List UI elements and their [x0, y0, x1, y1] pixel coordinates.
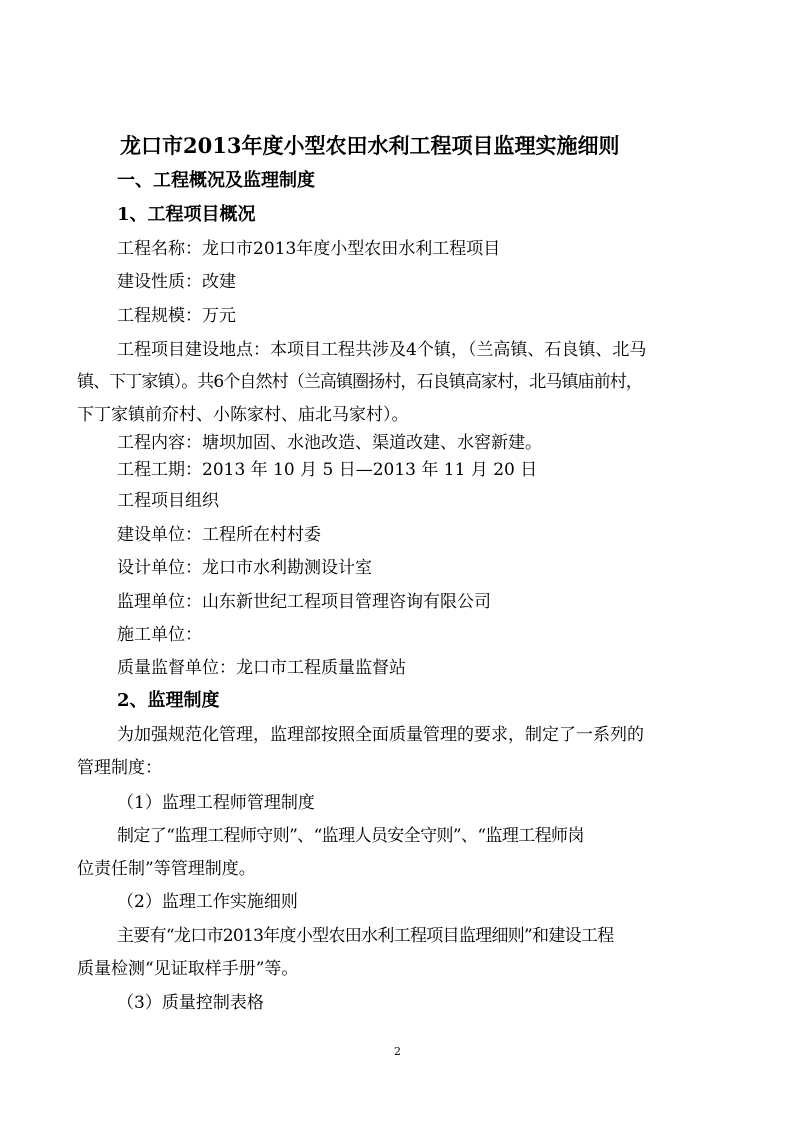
project-location-line-2: 镇、下丁家镇）。共6个自然村（兰高镇圈扬村，石良镇高家村，北马镇庙前村， — [77, 372, 642, 392]
project-location-line-1: 工程项目建设地点：本项目工程共涉及4个镇，（兰高镇、石良镇、北马 — [117, 340, 647, 360]
item-1-heading: （1）监理工程师管理制度 — [117, 793, 315, 813]
quality-supervision-unit-line: 质量监督单位：龙口市工程质量监督站 — [117, 658, 406, 678]
item-2-text-line-2: 质量检测“见证取样手册”等。 — [77, 959, 299, 979]
design-unit-line: 设计单位：龙口市水利勘测设计室 — [117, 558, 372, 578]
item-1-text-line-1: 制定了“监理工程师守则”、“监理人员安全守则”、“监理工程师岗 — [117, 826, 584, 846]
project-organization-line: 工程项目组织 — [117, 491, 219, 511]
contractor-unit-line: 施工单位： — [117, 625, 202, 645]
project-period-line: 工程工期：2013 年 10 月 5 日—2013 年 11 月 20 日 — [117, 460, 538, 480]
subsection-heading-project-overview: 1、工程项目概况 — [117, 204, 256, 225]
project-content-line: 工程内容：塘坝加固、水池改造、渠道改建、水窖新建。 — [117, 433, 542, 453]
supervision-unit-line: 监理单位：山东新世纪工程项目管理咨询有限公司 — [117, 592, 491, 612]
document-title: 龙口市2013年度小型农田水利工程项目监理实施细则 — [120, 133, 620, 158]
supervision-intro-line-1: 为加强规范化管理，监理部按照全面质量管理的要求，制定了一系列的 — [117, 725, 644, 745]
item-2-text-line-1: 主要有“龙口市2013年度小型农田水利工程项目监理细则”和建设工程 — [117, 926, 614, 946]
subsection-heading-supervision-system: 2、监理制度 — [117, 690, 220, 711]
page-number: 2 — [394, 1045, 401, 1058]
project-scale-line: 工程规模：万元 — [117, 306, 236, 326]
item-3-heading: （3）质量控制表格 — [117, 993, 264, 1013]
item-2-heading: （2）监理工作实施细则 — [117, 892, 298, 912]
supervision-intro-line-2: 管理制度： — [77, 758, 162, 778]
construction-nature-line: 建设性质：改建 — [117, 272, 236, 292]
item-1-text-line-2: 位责任制”等管理制度。 — [77, 859, 256, 879]
project-location-line-3: 下丁家镇前夼村、小陈家村、庙北马家村）。 — [77, 405, 409, 425]
project-name-line: 工程名称：龙口市2013年度小型农田水利工程项目 — [117, 239, 501, 259]
section-heading-project-overview: 一、工程概况及监理制度 — [117, 170, 315, 191]
construction-unit-line: 建设单位：工程所在村村委 — [117, 525, 321, 545]
